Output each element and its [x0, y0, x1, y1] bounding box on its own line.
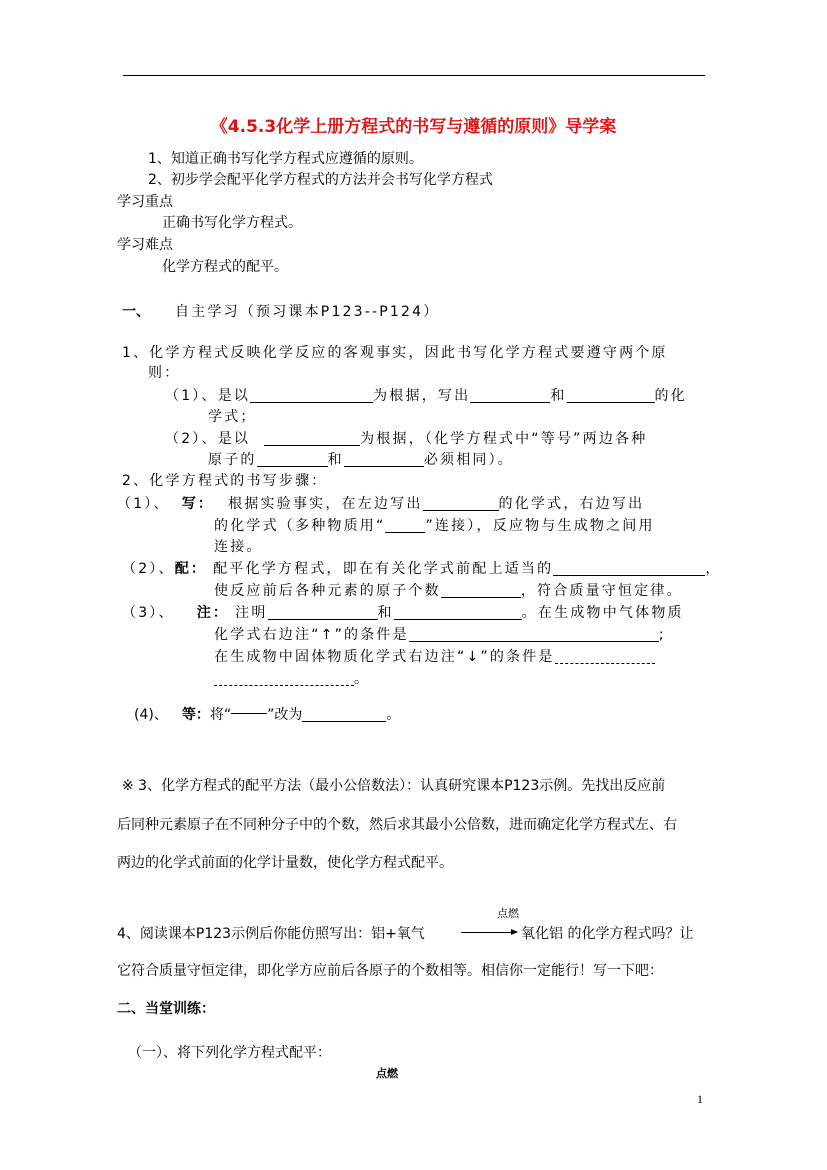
blank[interactable]: [553, 561, 705, 576]
q1-line1: 1、化学方程式反映化学反应的客观事实，因此书写化学方程式要遵守两个原: [122, 345, 668, 361]
blank[interactable]: [409, 627, 659, 642]
blank[interactable]: [423, 496, 499, 511]
equals-line-symbol: [231, 713, 267, 714]
step1-line3: 连接。: [214, 539, 263, 555]
q1-line2: 则：: [148, 365, 181, 381]
page-number: 1: [697, 1092, 703, 1106]
blank[interactable]: [470, 388, 550, 403]
note3-line1: ※ 3、化学方程式的配平方法（最小公倍数法）：认真研究课本P123示例。先找出反应前: [122, 778, 666, 794]
step3-line3: 在生成物中固体物质化学式右边注“↓”的条件是: [214, 646, 655, 666]
section2-heading: 二、当堂训练：: [117, 1001, 215, 1017]
blank[interactable]: [268, 605, 378, 620]
q4-condition-label: 点燃: [497, 907, 519, 920]
objective-1: 1、知道正确书写化学方程式应遵循的原则。: [148, 151, 423, 167]
header-rule: [123, 75, 705, 76]
blank[interactable]: [441, 583, 521, 598]
step2-line1: （2）、配： 配平化学方程式，即在有关化学式前配上适当的 ，: [122, 561, 722, 577]
difficulty-text: 化学方程式的配平。: [162, 259, 288, 275]
blank[interactable]: [555, 649, 655, 664]
section2-sub1: （一）、将下列化学方程式配平：: [128, 1045, 331, 1061]
q4-line1-part2: 氧化铝 的化学方程式吗？让: [521, 926, 694, 942]
step1-line1: （1）、 写： 根据实验事实，在左边写出 的化学式，右边写出: [117, 496, 645, 512]
reaction-arrow-icon: [461, 932, 517, 933]
blank[interactable]: [567, 388, 655, 403]
q1-rule1-line: （1）、是以 为根据，写出 和 的化: [165, 388, 687, 404]
q4-line1-part1: 4、阅读课本P123示例后你能仿照写出：铝+氧气: [117, 926, 425, 942]
blank[interactable]: [394, 605, 522, 620]
blank[interactable]: [344, 452, 424, 467]
q1-rule1-line2: 学式；: [208, 409, 257, 425]
note3-line3: 两边的化学式前面的化学计量数，使化学方程式配平。: [117, 855, 453, 871]
section1-heading: 自主学习（预习课本P123--P124）: [175, 304, 440, 320]
step3-line2: 化学式右边注“↑”的条件是 ;: [214, 627, 666, 643]
q2-heading: 2、化学方程式的书写步骤：: [122, 473, 328, 489]
blank[interactable]: [257, 452, 328, 467]
key-point-text: 正确书写化学方程式。: [162, 215, 302, 231]
objective-2: 2、初步学会配平化学方程式的方法并会书写化学方程式: [148, 172, 493, 188]
difficulty-heading: 学习难点: [117, 237, 173, 253]
step4-line: (4)、 等：将“ ”改为 。: [134, 707, 401, 723]
blank[interactable]: [385, 518, 425, 533]
section1-number: 一、: [122, 304, 150, 320]
key-point-heading: 学习重点: [117, 194, 173, 210]
q1-rule2-line: （2）、是以 为根据，（化学方程式中“等号”两边各种: [165, 431, 648, 447]
blank[interactable]: [264, 431, 360, 446]
q4-line2: 它符合质量守恒定律，即化学方应前后各原子的个数相等。相信你一定能行！写一下吧：: [117, 963, 663, 979]
step3-line4: 。: [214, 668, 370, 688]
note3-line2: 后同种元素原子在不同种分子中的个数，然后求其最小公倍数，进而确定化学方程式左、右: [117, 817, 677, 833]
document-title: 《4.5.3化学上册方程式的书写与遵循的原则》导学案: [210, 117, 617, 137]
q1-rule2-line2: 原子的 和 必须相同）。: [208, 452, 515, 468]
blank[interactable]: [302, 707, 386, 722]
section2-condition-label: 点燃: [376, 1067, 398, 1080]
step1-line2: 的化学式（多种物质用“ ”连接），反应物与生成物之间用: [214, 518, 655, 534]
blank[interactable]: [250, 388, 373, 403]
blank[interactable]: [214, 671, 354, 686]
step3-line1: （3）、 注： 注明 和 。在生成物中气体物质: [122, 605, 684, 621]
step2-line2: 使反应前后各种元素的原子个数 ，符合质量守恒定律。: [214, 583, 683, 599]
